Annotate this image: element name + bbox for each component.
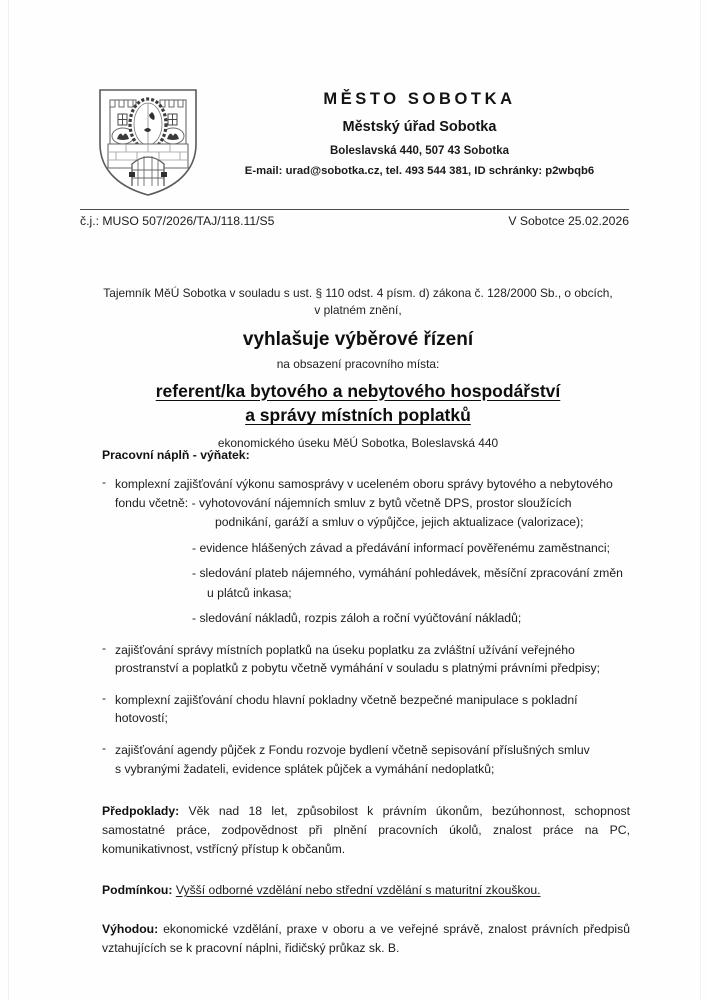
advantage-block xyxy=(102,920,630,958)
document-body xyxy=(102,448,630,958)
bullet-dash: - xyxy=(102,741,107,756)
duty-cont-2: hotovostí; xyxy=(115,711,168,726)
legal-basis-line2: v platném znění, xyxy=(314,303,402,318)
town-name: MĚSTO SOBOTKA xyxy=(323,90,516,108)
duties-list xyxy=(102,475,630,778)
list-item xyxy=(102,741,630,778)
bullet-dash: - xyxy=(102,690,107,705)
for-post-label: na obsazení pracovního místa: xyxy=(276,356,440,371)
list-item xyxy=(102,475,630,532)
duty-main-2: komplexní zajišťování chodu hlavní pokladny včetně bezpečné manipulace s pokladní xyxy=(115,692,578,707)
duty-subitem-1-cont: u plátců inkasa; xyxy=(207,585,292,600)
duties-heading: Pracovní náplň - výňatek: xyxy=(102,448,250,462)
declaration-heading: vyhlašuje výběrové řízení xyxy=(242,328,474,350)
duty-main-1: zajišťování správy místních poplatků na úseku poplatku za zvláštní užívání veřejného xyxy=(115,642,575,657)
coat-of-arms-icon xyxy=(96,86,200,198)
office-name: Městský úřad Sobotka xyxy=(342,119,497,135)
duty-subitem-1: - sledování plateb nájemného, vymáhání pohledávek, měsíční zpracování změn xyxy=(192,566,623,581)
list-item xyxy=(102,641,630,678)
job-title-line2: a správy místních poplatků xyxy=(245,405,471,426)
duty-cont-0: fondu včetně: - vyhotovování nájemních smluv z bytů včetně DPS, prostor sloužících xyxy=(115,495,572,510)
legal-basis-line1: Tajemník MěÚ Sobotka v souladu s ust. § 110 odst. 4 písm. d) zákona č. 128/2000 Sb., o obcích, xyxy=(103,286,613,300)
letterhead xyxy=(0,84,707,198)
duty-cont-1: prostranství a poplatků z pobytu včetně vymáhání v souladu s platnými právními předpisy; xyxy=(115,661,601,676)
bullet-dash: - xyxy=(102,640,107,655)
condition-value: Vyšší odborné vzdělání nebo střední vzdělání s maturitní zkouškou. xyxy=(175,882,541,897)
header-divider xyxy=(80,209,629,210)
announcement-intro xyxy=(88,285,628,450)
advantage-text: ekonomické vzdělání, praxe v oboru a ve veřejné správě, znalost právních předpisů vztahujících se k pracovní náplni, řidičský průkaz sk. B. xyxy=(102,921,630,955)
advantage-label: Výhodou: xyxy=(102,921,159,936)
duty-cont-3: s vybranými žadateli, evidence splátek půjček a vymáhání nedoplatků; xyxy=(115,761,495,776)
prerequisites-label: Předpoklady: xyxy=(102,804,180,819)
bullet-dash: - xyxy=(102,475,107,489)
reference-line xyxy=(80,214,629,228)
duty-subitem-0: - evidence hlášených závad a předávání informací pověřenému zaměstnanci; xyxy=(192,540,610,555)
place-and-date: V Sobotce 25.02.2026 xyxy=(508,214,629,228)
department-line: ekonomického úseku MěÚ Sobotka, Boleslavská 440 xyxy=(217,436,499,451)
office-contact: E-mail: urad@sobotka.cz, tel. 493 544 381, ID schránky: p2wbqb6 xyxy=(244,165,595,177)
duty-sub-0: podnikání, garáží a smluv o výpůjčce, jejich aktualizace (valorizace); xyxy=(215,515,584,530)
condition-label: Podmínkou: xyxy=(102,882,173,897)
list-item-text xyxy=(115,475,630,532)
prerequisites-text: Věk nad 18 let, způsobilost k právním úkonům, bezúhonnost, schopnost samostatné práce, zodpovědnost při plnění pracovních úkolů, znalost práce na PC, komunikativnost, vstřícný přístup k občanům. xyxy=(102,804,630,856)
letterhead-text xyxy=(210,84,707,177)
condition-block xyxy=(102,881,630,900)
duty-main-0: komplexní zajišťování výkonu samosprávy v uceleném oboru správy bytového a nebytového xyxy=(115,477,613,491)
job-title xyxy=(88,379,628,429)
list-item-text xyxy=(115,641,630,678)
office-address: Boleslavská 440, 507 43 Sobotka xyxy=(330,145,509,157)
reference-number: č.j.: MUSO 507/2026/TAJ/118.11/S5 xyxy=(80,214,275,228)
job-title-line1: referent/ka bytového a nebytového hospodářství xyxy=(155,380,561,401)
duty-subitem-2: - sledování nákladů, rozpis záloh a roční vyúčtování nákladů; xyxy=(192,611,522,626)
list-item-text xyxy=(115,691,630,728)
prerequisites-block xyxy=(102,802,630,859)
coat-of-arms-wrap xyxy=(85,84,210,198)
list-item-text xyxy=(115,741,630,778)
duty-main-3: zajišťování agendy půjček z Fondu rozvoje bydlení včetně sepisování příslušných smluv xyxy=(115,743,590,758)
list-item xyxy=(102,691,630,728)
